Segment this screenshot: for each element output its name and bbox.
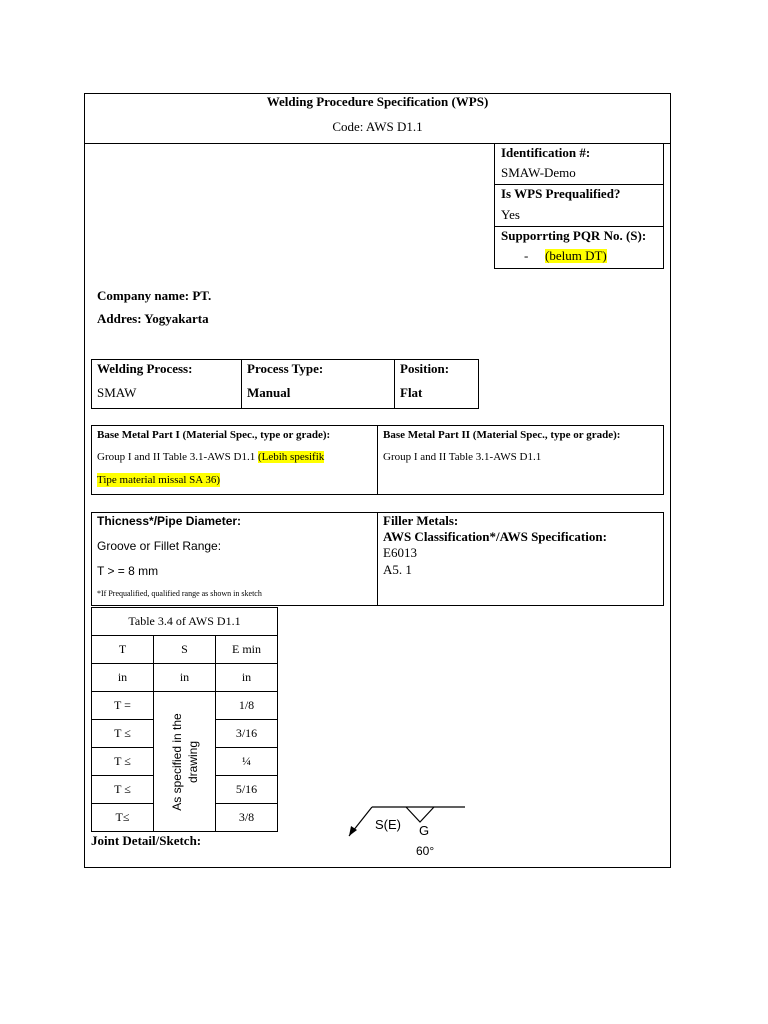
process-type-value: Manual xyxy=(247,385,291,400)
company-name: Company name: PT. xyxy=(97,288,212,303)
identification-value: SMAW-Demo xyxy=(501,165,576,180)
table-3-4-unit-t: in xyxy=(92,664,154,692)
table-3-4-t-4: T ≤ xyxy=(92,776,154,804)
table-3-4-emin-3: ¼ xyxy=(216,748,278,776)
pqr-dash: - xyxy=(524,248,529,263)
table-3-4-s-merged xyxy=(154,692,216,832)
base-metal-part1-value xyxy=(97,450,324,464)
position-value: Flat xyxy=(400,385,423,400)
table-3-4-unit-s: in xyxy=(154,664,216,692)
prequalified-value: Yes xyxy=(501,207,520,222)
base-metal-part1-label: Base Metal Part I (Material Spec., type or grade): xyxy=(97,429,331,441)
identification-divider-1 xyxy=(494,184,664,185)
process-divider-2 xyxy=(394,359,395,409)
base-metal-part2-label: Base Metal Part II (Material Spec., type or grade): xyxy=(383,429,621,441)
table-3-4-title: Table 3.4 of AWS D1.1 xyxy=(92,608,278,636)
table-3-4-header-s: S xyxy=(154,636,216,664)
process-divider-1 xyxy=(241,359,242,409)
filler-label: Filler Metals: xyxy=(383,513,459,528)
position-label: Position: xyxy=(400,361,450,376)
pqr-value: (belum DT) xyxy=(545,248,607,263)
filler-spec-value: A5. 1 xyxy=(383,562,412,577)
page-title: Welding Procedure Specification (WPS) xyxy=(266,94,489,109)
weld-symbol-se: S(E) xyxy=(375,817,401,832)
table-3-4-emin-4: 5/16 xyxy=(216,776,278,804)
company-address: Addres: Yogyakarta xyxy=(97,311,209,326)
identification-label: Identification #: xyxy=(501,145,591,160)
weld-groove-symbol-icon xyxy=(406,807,434,822)
filler-classification-label: AWS Classification*/AWS Specification: xyxy=(383,529,607,544)
thickness-note: *If Prequalified, qualified range as shown in sketch xyxy=(97,589,262,598)
base-metal-part2-value: Group I and II Table 3.1-AWS D1.1 xyxy=(383,451,542,463)
base-metal-divider xyxy=(377,425,378,495)
table-3-4-header-emin: E min xyxy=(216,636,278,664)
identification-divider-2 xyxy=(494,226,664,227)
table-3-4-emin-1: 1/8 xyxy=(216,692,278,720)
table-3-4-t-2: T ≤ xyxy=(92,720,154,748)
thickness-label: Thicness*/Pipe Diameter: xyxy=(97,514,242,528)
table-3-4-unit-emin: in xyxy=(216,664,278,692)
process-type-label: Process Type: xyxy=(247,361,324,376)
prequalified-label: Is WPS Prequalified? xyxy=(501,186,621,201)
thickness-filler-divider xyxy=(377,512,378,606)
table-3-4 xyxy=(91,607,278,832)
table-3-4-emin-2: 3/16 xyxy=(216,720,278,748)
pqr-label: Supporrting PQR No. (S): xyxy=(501,228,647,243)
base-metal-part1-note-2: Tipe material missal SA 36) xyxy=(97,474,221,486)
table-3-4-s-merged-text: As specified in the drawing xyxy=(169,712,200,811)
table-3-4-emin-5: 3/8 xyxy=(216,804,278,832)
table-3-4-t-1: T = xyxy=(92,692,154,720)
weld-symbol-sketch xyxy=(340,800,480,864)
table-3-4-t-5: T≤ xyxy=(92,804,154,832)
weld-symbol-g: G xyxy=(419,823,430,838)
weld-symbol-angle: 60° xyxy=(416,844,435,858)
welding-process-value: SMAW xyxy=(97,385,137,400)
joint-detail-label: Joint Detail/Sketch: xyxy=(91,833,202,848)
table-3-4-header-t: T xyxy=(92,636,154,664)
welding-process-label: Welding Process: xyxy=(97,361,193,376)
filler-classification-value: E6013 xyxy=(383,545,417,560)
base-metal-part1-note: (Lebih spesifik xyxy=(257,451,325,463)
thickness-range-value: T > = 8 mm xyxy=(97,564,159,578)
code-label: Code: AWS D1.1 xyxy=(332,119,423,134)
table-3-4-t-3: T ≤ xyxy=(92,748,154,776)
thickness-range-label: Groove or Fillet Range: xyxy=(97,539,222,553)
base-metal-part1-text: Group I and II Table 3.1-AWS D1.1 xyxy=(97,451,256,463)
